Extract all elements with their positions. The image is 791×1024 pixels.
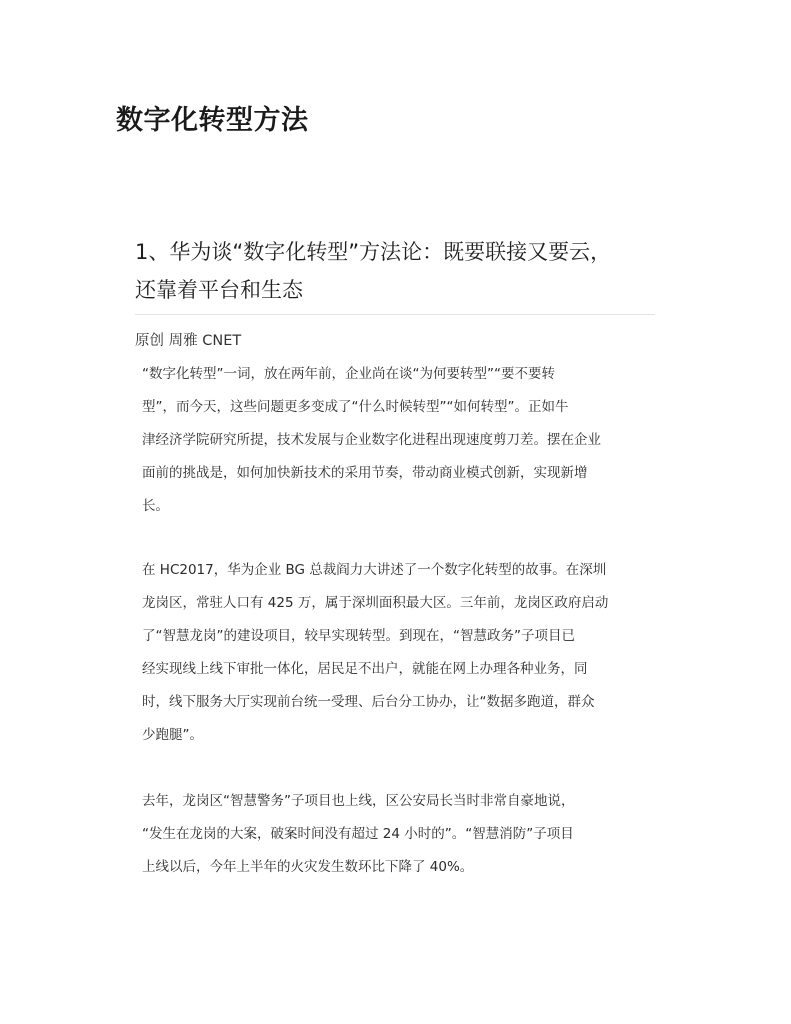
paragraph-line: 去年，龙岗区“智慧警务”子项目也上线，区公安局长当时非常自豪地说， — [142, 793, 575, 809]
paragraph-line: 时，线下服务大厅实现前台统一受理、后台分工协办，让“数据多跑道，群众 — [142, 694, 595, 710]
section-heading-line: 还靠着平台和生态 — [135, 278, 303, 302]
paragraph-line: 长。 — [142, 498, 169, 514]
section-heading-line: 1、华为谈“数字化转型”方法论：既要联接又要云， — [135, 240, 612, 264]
section-heading — [135, 233, 660, 309]
paragraph-1 — [142, 358, 601, 523]
paragraph-line: 了“智慧龙岗”的建设项目，较早实现转型。到现在，“智慧政务”子项目已 — [142, 628, 575, 644]
paragraph-line: “数字化转型”一词，放在两年前，企业尚在谈“为何要转型”“要不要转 — [142, 366, 555, 382]
paragraph-2 — [142, 554, 608, 752]
article-byline: 原创 周雅 CNET — [135, 333, 242, 349]
paragraph-line: “发生在龙岗的大案，破案时间没有超过 24 小时的”。“智慧消防”子项目 — [142, 826, 574, 842]
heading-divider — [135, 314, 655, 315]
paragraph-line: 津经济学院研究所提，技术发展与企业数字化进程出现速度剪刀差。摆在企业 — [142, 432, 601, 448]
paragraph-line: 经实现线上线下审批一体化，居民足不出户，就能在网上办理各种业务，同 — [142, 661, 588, 677]
paragraph-line: 在 HC2017，华为企业 BG 总裁阎力大讲述了一个数字化转型的故事。在深圳 — [142, 562, 607, 578]
paragraph-line: 面前的挑战是，如何加快新技术的采用节奏，带动商业模式创新，实现新增 — [142, 465, 588, 481]
paragraph-line: 上线以后，今年上半年的火灾发生数环比下降了 40%。 — [142, 859, 474, 875]
paragraph-line: 龙岗区，常驻人口有 425 万，属于深圳面积最大区。三年前，龙岗区政府启动 — [142, 595, 609, 611]
paragraph-3 — [142, 785, 575, 884]
paragraph-line: 型”，而今天，这些问题更多变成了“什么时候转型”“如何转型”。正如牛 — [142, 399, 569, 415]
document-title: 数字化转型方法 — [116, 105, 309, 136]
paragraph-line: 少跑腿”。 — [142, 727, 203, 743]
